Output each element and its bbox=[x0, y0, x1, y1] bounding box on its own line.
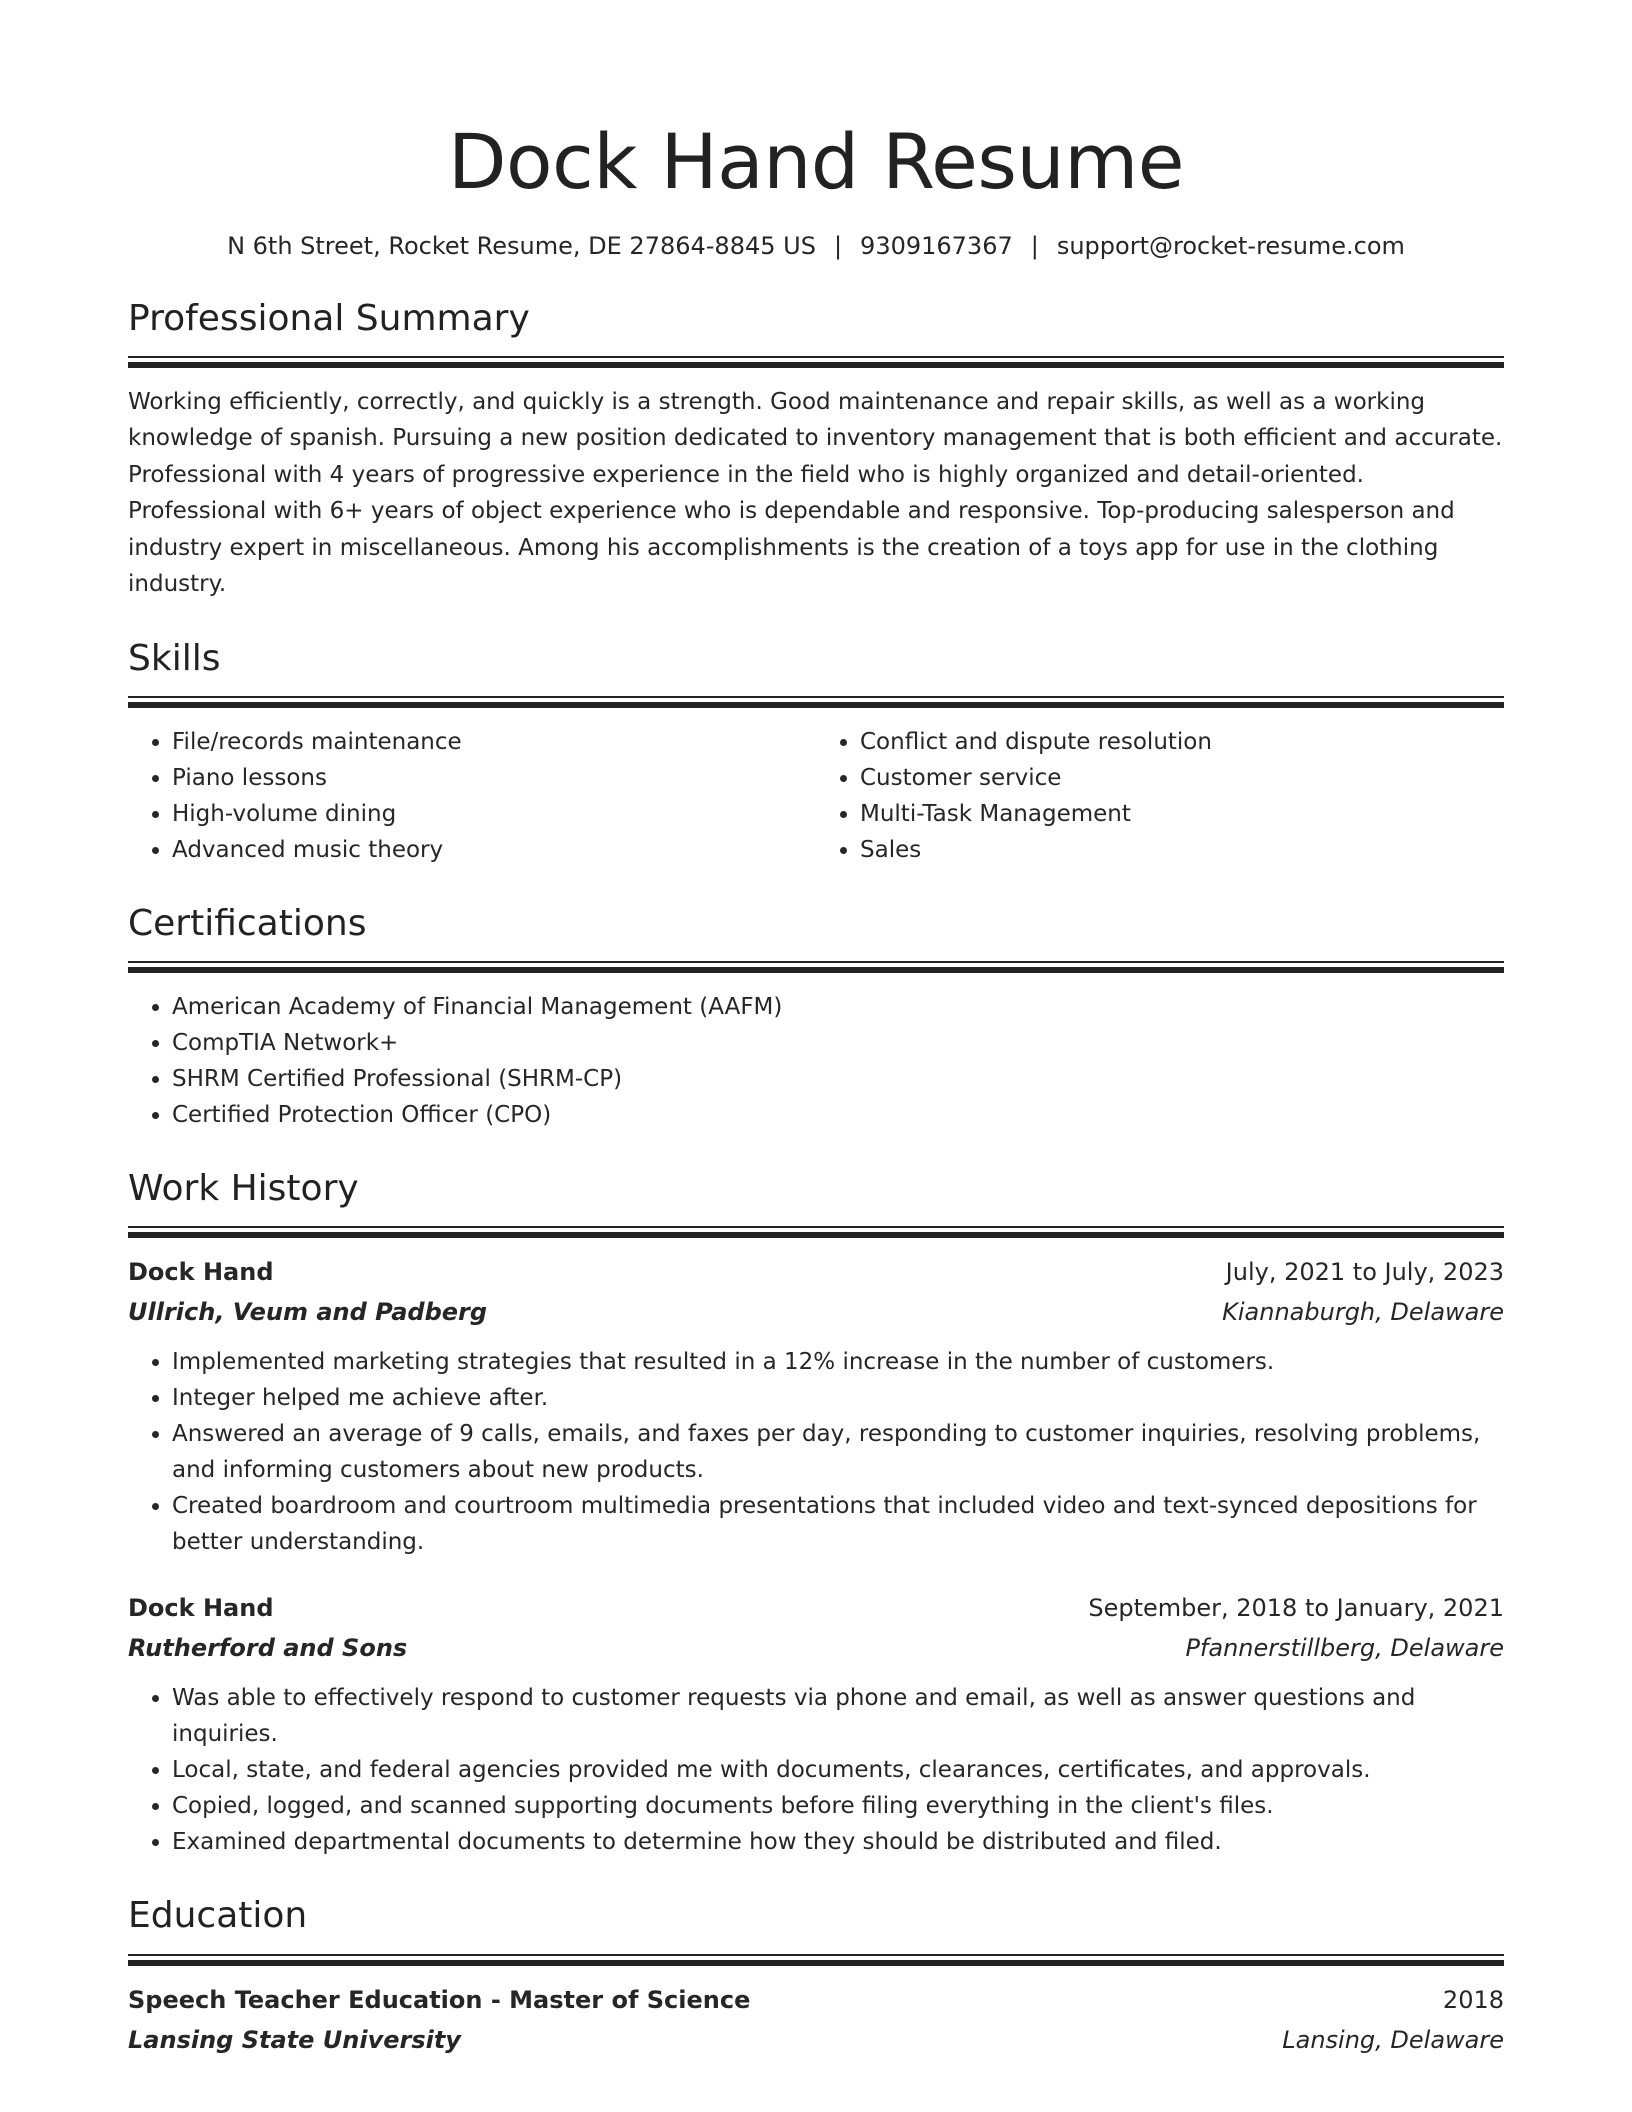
list-item: • High-volume dining bbox=[172, 796, 816, 832]
summary-section bbox=[128, 297, 1504, 603]
job-header-row bbox=[128, 1588, 1504, 1628]
job-dates: September, 2018 to January, 2021 bbox=[1088, 1594, 1504, 1623]
contact-line bbox=[128, 231, 1504, 262]
job-entry bbox=[128, 1588, 1504, 1860]
job-dates: July, 2021 to July, 2023 bbox=[1225, 1258, 1504, 1287]
job-entry bbox=[128, 1252, 1504, 1560]
summary-text: Working efficiently, correctly, and quickly is a strength. Good maintenance and repair skills, as well as a working knowledge of spanish. Pursuing a new position dedicated to inventory management that is both efficient and accurate. Professional with 4 years of progressive experience in the field who is highly organized and detail-oriented. Professional with 6+ years of object experience who is dependable and responsive. Top-producing salesperson and industry expert in miscellaneous. Among his accomplishments is the creation of a toys app for use in the clothing industry. bbox=[128, 388, 1503, 598]
education-header-row bbox=[128, 1980, 1504, 2020]
list-item: • Certified Protection Officer (CPO) bbox=[172, 1097, 1504, 1133]
list-item: • CompTIA Network+ bbox=[172, 1025, 1504, 1061]
certifications-list bbox=[128, 989, 1504, 1133]
list-item: • Customer service bbox=[860, 760, 1504, 796]
list-item: • File/records maintenance bbox=[172, 724, 816, 760]
contact-separator: | bbox=[1030, 232, 1039, 261]
list-item: • Integer helped me achieve after. bbox=[172, 1380, 1504, 1416]
list-item: • Implemented marketing strategies that resulted in a 12% increase in the number of customers. bbox=[172, 1344, 1504, 1380]
list-item: • Conflict and dispute resolution bbox=[860, 724, 1504, 760]
education-location: Lansing, Delaware bbox=[1282, 2025, 1504, 2054]
list-item: • Was able to effectively respond to customer requests via phone and email, as well as answer questions and inquiries. bbox=[172, 1680, 1504, 1752]
list-item: • Answered an average of 9 calls, emails, and faxes per day, responding to customer inquiries, resolving problems, and informing customers about new products. bbox=[172, 1416, 1504, 1488]
skills-list-left bbox=[128, 724, 816, 868]
list-item: • Sales bbox=[860, 832, 1504, 868]
education-school-row bbox=[128, 2020, 1504, 2060]
list-item: • Advanced music theory bbox=[172, 832, 816, 868]
list-item: • Examined departmental documents to determine how they should be distributed and filed. bbox=[172, 1824, 1504, 1860]
list-item: • Copied, logged, and scanned supporting documents before filing everything in the client's files. bbox=[172, 1788, 1504, 1824]
job-company-row bbox=[128, 1628, 1504, 1668]
list-item: • Created boardroom and courtroom multimedia presentations that included video and text-synced depositions for better understanding. bbox=[172, 1488, 1504, 1560]
list-item: • SHRM Certified Professional (SHRM-CP) bbox=[172, 1061, 1504, 1097]
job-company: Ullrich, Veum and Padberg bbox=[128, 1298, 488, 1327]
certifications-heading: Certifications bbox=[128, 902, 367, 944]
job-location: Pfannerstillberg, Delaware bbox=[1185, 1634, 1504, 1663]
skills-grid bbox=[128, 724, 1504, 868]
job-company-row bbox=[128, 1292, 1504, 1332]
list-item: • Multi-Task Management bbox=[860, 796, 1504, 832]
skills-section bbox=[128, 637, 1504, 868]
section-divider bbox=[128, 696, 1504, 708]
contact-separator: | bbox=[833, 232, 843, 261]
education-school: Lansing State University bbox=[128, 2025, 461, 2054]
summary-heading: Professional Summary bbox=[128, 297, 530, 339]
list-item: • Piano lessons bbox=[172, 760, 816, 796]
education-heading: Education bbox=[128, 1895, 308, 1937]
job-location: Kiannaburgh, Delaware bbox=[1222, 1298, 1504, 1327]
section-divider bbox=[128, 1954, 1504, 1966]
skills-list-right bbox=[816, 724, 1504, 868]
job-title: Dock Hand bbox=[128, 1594, 274, 1623]
section-divider bbox=[128, 356, 1504, 368]
section-divider bbox=[128, 1226, 1504, 1238]
list-item: • Local, state, and federal agencies provided me with documents, clearances, certificates, and approvals. bbox=[172, 1752, 1504, 1788]
education-entry bbox=[128, 1980, 1504, 2060]
job-header-row bbox=[128, 1252, 1504, 1292]
contact-phone: 9309167367 bbox=[860, 232, 1013, 261]
certifications-section bbox=[128, 902, 1504, 1133]
resume-title: Dock Hand Resume bbox=[448, 117, 1184, 206]
job-bullets bbox=[128, 1680, 1504, 1860]
education-section bbox=[128, 1894, 1504, 2059]
education-degree: Speech Teacher Education - Master of Science bbox=[128, 1985, 751, 2014]
education-year: 2018 bbox=[1442, 1985, 1504, 2014]
job-bullets bbox=[128, 1344, 1504, 1560]
contact-address: N 6th Street, Rocket Resume, DE 27864-8845 US bbox=[227, 232, 816, 261]
list-item: • American Academy of Financial Management (AAFM) bbox=[172, 989, 1504, 1025]
job-company: Rutherford and Sons bbox=[128, 1634, 408, 1663]
work-section bbox=[128, 1167, 1504, 1860]
work-heading: Work History bbox=[128, 1168, 359, 1210]
contact-email[interactable]: support@rocket-resume.com bbox=[1056, 232, 1405, 261]
job-title: Dock Hand bbox=[128, 1258, 274, 1287]
section-divider bbox=[128, 961, 1504, 973]
skills-heading: Skills bbox=[128, 637, 221, 679]
